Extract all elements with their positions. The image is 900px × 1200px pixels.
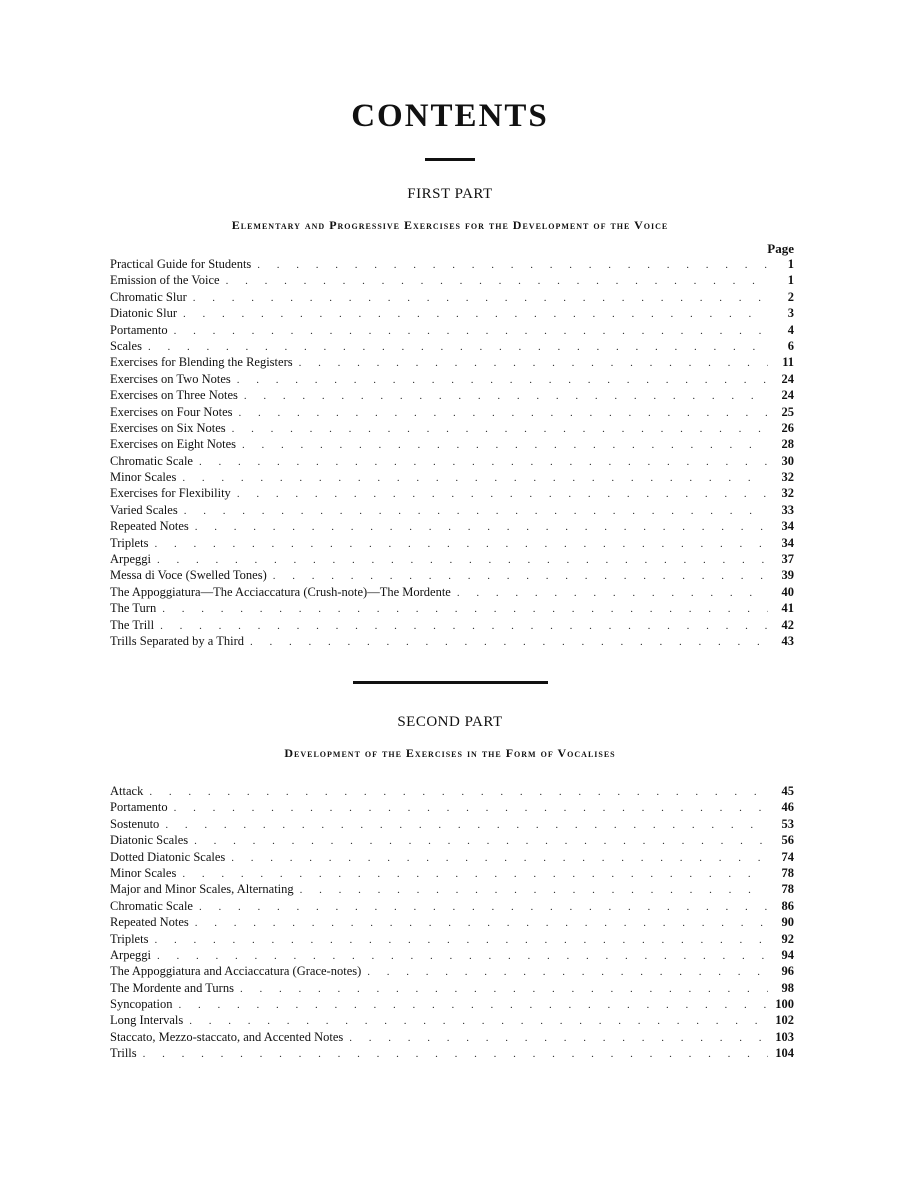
toc-entry-page-number: 3 [787,306,794,321]
dot-leader [237,486,768,502]
toc-entry-label: Emission of the Voice [110,273,220,288]
first-part-subtitle: Elementary and Progressive Exercises for the Development of the Voice [231,218,669,232]
toc-entry-label: Messa di Voce (Swelled Tones) [110,568,267,583]
dot-leader [162,601,768,617]
title-rule [425,158,475,161]
toc-entry [110,1012,794,1028]
toc-entry [110,816,794,832]
toc-entry-page-number: 34 [781,535,794,550]
toc-entry-label: Exercises on Six Notes [110,420,226,435]
page-column-label: Page [767,241,794,256]
dot-leader [244,388,768,404]
toc-entry [110,518,794,534]
toc-entry-page-number: 2 [787,289,794,304]
dot-leader [199,454,768,470]
toc-entry [110,272,794,288]
dot-leader [174,323,768,339]
toc-entry-page-number: 39 [781,568,794,583]
toc-entry-label: The Turn [110,601,157,616]
toc-entry-page-number: 90 [781,915,794,930]
toc-entry-label: Staccato, Mezzo-staccato, and Accented Notes [110,1029,344,1044]
toc-entry-label: Scales [110,338,142,353]
toc-entry-page-number: 1 [787,273,794,288]
toc-entry-label: Long Intervals [110,1013,184,1028]
toc-entry-page-number: 46 [781,800,794,815]
toc-entry-label: Exercises for Flexibility [110,486,231,501]
toc-entry-label: Exercises on Two Notes [110,371,231,386]
dot-leader [349,1030,768,1046]
dot-leader [273,568,768,584]
dot-leader [160,618,768,634]
toc-entry-page-number: 53 [781,816,794,831]
toc-entry [110,305,794,321]
toc-entry-page-number: 28 [781,437,794,452]
toc-entry-page-number: 40 [781,584,794,599]
dot-leader [157,948,768,964]
toc-entry-label: Chromatic Scale [110,898,193,913]
toc-entry-page-number: 74 [781,849,794,864]
toc-entry [110,849,794,865]
toc-entry-page-number: 32 [781,486,794,501]
dot-leader [154,536,768,552]
toc-entry-page-number: 1 [787,257,794,271]
dot-leader [193,290,768,306]
first-part-toc [110,256,794,649]
dot-leader [367,964,768,980]
toc-entry-label: Minor Scales [110,470,177,485]
toc-entry-page-number: 78 [781,882,794,897]
toc-entry-page-number: 45 [781,784,794,798]
dot-leader [240,981,768,997]
toc-entry [110,338,794,354]
toc-entry-page-number: 103 [775,1029,794,1044]
toc-entry-label: Dotted Diatonic Scales [110,849,226,864]
toc-entry [110,535,794,551]
first-part-heading: FIRST PART [407,186,493,202]
toc-entry-page-number: 6 [787,338,794,353]
toc-entry-label: Portamento [110,800,168,815]
toc-entry-label: Trills [110,1046,137,1061]
toc-entry-page-number: 96 [781,964,794,979]
dot-leader [226,273,768,289]
toc-entry [110,584,794,600]
second-part-heading: SECOND PART [397,714,503,730]
page-title: CONTENTS [351,98,549,134]
toc-entry [110,567,794,583]
dot-leader [143,1046,768,1062]
dot-leader [257,257,768,273]
toc-entry-page-number: 32 [781,470,794,485]
dot-leader [184,503,768,519]
toc-entry [110,865,794,881]
dot-leader [457,585,768,601]
section-divider [353,681,548,684]
toc-entry-label: The Mordente and Turns [110,980,234,995]
toc-entry-label: Repeated Notes [110,915,189,930]
toc-entry [110,354,794,370]
toc-entry-label: Attack [110,784,144,798]
dot-leader [250,634,768,650]
toc-entry-label: The Appoggiatura and Acciaccatura (Grace-notes) [110,964,362,979]
toc-entry-label: Triplets [110,931,149,946]
toc-entry [110,963,794,979]
toc-entry-label: Minor Scales [110,865,177,880]
toc-entry-page-number: 104 [775,1046,794,1061]
toc-entry-label: Varied Scales [110,502,178,517]
toc-entry-label: Diatonic Slur [110,306,178,321]
toc-entry-page-number: 41 [781,601,794,616]
dot-leader [148,339,768,355]
toc-entry [110,256,794,272]
toc-entry-label: The Trill [110,617,155,632]
toc-entry-page-number: 24 [781,371,794,386]
toc-entry [110,633,794,649]
toc-entry-label: Sostenuto [110,816,160,831]
toc-entry-page-number: 4 [787,322,794,337]
toc-entry-label: Practical Guide for Students [110,257,252,271]
dot-leader [149,784,768,800]
toc-entry [110,371,794,387]
dot-leader [232,421,768,437]
toc-entry-page-number: 11 [782,355,794,370]
toc-entry [110,881,794,897]
toc-entry-label: Portamento [110,322,168,337]
second-part-toc [110,783,794,1062]
dot-leader [165,817,768,833]
dot-leader [194,833,768,849]
dot-leader [237,372,768,388]
toc-entry-page-number: 100 [775,997,794,1012]
toc-entry [110,600,794,616]
toc-entry [110,469,794,485]
toc-entry [110,617,794,633]
toc-entry-page-number: 37 [781,552,794,567]
toc-entry-label: Triplets [110,535,149,550]
dot-leader [231,850,768,866]
toc-entry-page-number: 34 [781,519,794,534]
toc-entry [110,832,794,848]
toc-entry [110,551,794,567]
dot-leader [182,866,768,882]
toc-entry-label: Exercises on Eight Notes [110,437,237,452]
toc-entry [110,420,794,436]
dot-leader [183,306,768,322]
toc-entry-page-number: 94 [781,947,794,962]
toc-entry-label: The Appoggiatura—The Acciaccatura (Crush-note)—The Mordente [110,584,451,599]
toc-entry-page-number: 24 [781,388,794,403]
toc-entry-page-number: 86 [781,898,794,913]
dot-leader [174,800,768,816]
toc-entry [110,947,794,963]
second-part-subtitle: Development of the Exercises in the Form of Vocalises [284,746,616,760]
toc-entry-page-number: 78 [781,865,794,880]
toc-entry [110,436,794,452]
toc-entry-label: Chromatic Scale [110,453,193,468]
dot-leader [300,882,768,898]
toc-entry-page-number: 43 [781,633,794,648]
toc-entry-label: Chromatic Slur [110,289,187,304]
toc-entry [110,453,794,469]
toc-entry [110,387,794,403]
toc-entry-page-number: 30 [781,453,794,468]
dot-leader [182,470,768,486]
toc-entry [110,898,794,914]
toc-entry-label: Arpeggi [110,947,151,962]
toc-entry [110,502,794,518]
dot-leader [179,997,769,1013]
toc-entry-label: Syncopation [110,997,173,1012]
toc-entry-page-number: 26 [781,420,794,435]
dot-leader [299,355,768,371]
toc-entry [110,980,794,996]
dot-leader [157,552,768,568]
toc-entry-page-number: 92 [781,931,794,946]
dot-leader [242,437,768,453]
toc-entry-label: Trills Separated by a Third [110,633,245,648]
toc-entry-label: Exercises on Four Notes [110,404,233,419]
toc-entry-page-number: 98 [781,980,794,995]
toc-entry [110,931,794,947]
toc-entry-page-number: 25 [781,404,794,419]
dot-leader [199,899,768,915]
toc-entry [110,783,794,799]
dot-leader [239,405,768,421]
dot-leader [195,915,768,931]
toc-entry-page-number: 42 [781,617,794,632]
dot-leader [189,1013,768,1029]
toc-entry-label: Repeated Notes [110,519,189,534]
toc-entry-page-number: 56 [781,833,794,848]
toc-entry-page-number: 102 [775,1013,794,1028]
toc-entry [110,485,794,501]
toc-entry [110,799,794,815]
toc-entry [110,996,794,1012]
toc-entry [110,1045,794,1061]
dot-leader [154,932,768,948]
toc-entry-label: Arpeggi [110,552,151,567]
toc-entry [110,404,794,420]
toc-entry-label: Exercises for Blending the Registers [110,355,293,370]
toc-entry-label: Exercises on Three Notes [110,388,238,403]
toc-entry-page-number: 33 [781,502,794,517]
toc-entry [110,1029,794,1045]
toc-entry [110,322,794,338]
toc-entry-label: Major and Minor Scales, Alternating [110,882,294,897]
toc-entry [110,914,794,930]
toc-entry [110,289,794,305]
dot-leader [195,519,768,535]
toc-entry-label: Diatonic Scales [110,833,189,848]
